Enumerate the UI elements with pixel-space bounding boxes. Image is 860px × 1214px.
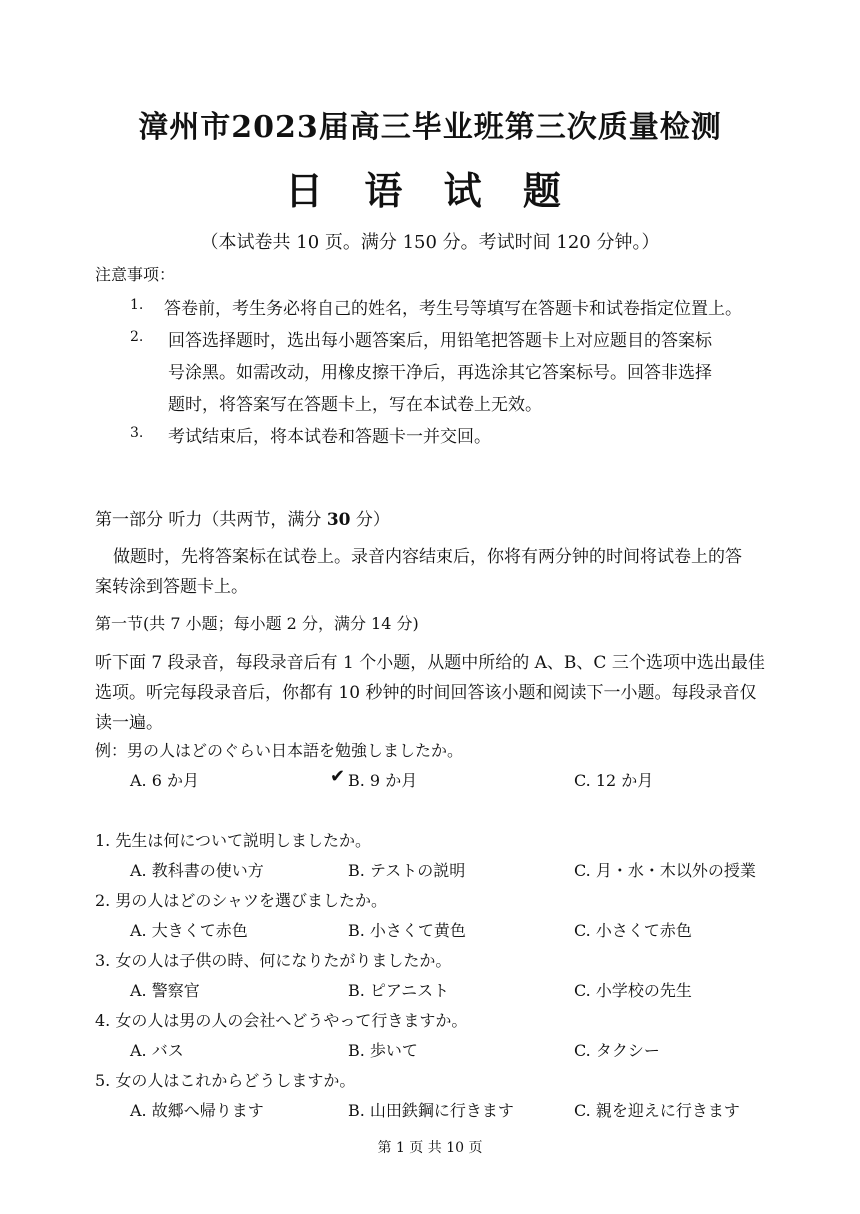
instruction-number: 2. xyxy=(130,329,144,345)
example-option-b: B. 9 か月 xyxy=(348,771,418,790)
check-mark-icon: ✔ xyxy=(330,766,346,787)
question-text: 2. 男の人はどのシャツを選びましたか。 xyxy=(95,891,388,910)
question-text: 3. 女の人は子供の時、何になりたがりましたか。 xyxy=(95,951,452,970)
exam-title: 漳州市2023届高三毕业班第三次质量检测 xyxy=(138,110,722,145)
part1-heading-score: 30 xyxy=(326,510,351,530)
exam-note: （本试卷共 10 页。满分 150 分。考试时间 120 分钟。） xyxy=(200,232,660,253)
example-option-a: A. 6 か月 xyxy=(130,771,199,790)
instructions-heading: 注意事项： xyxy=(95,265,176,284)
option-a: A. 大きくて赤色 xyxy=(130,921,248,940)
subject-title: 日 语 试 题 xyxy=(285,169,575,213)
option-a: A. バス xyxy=(130,1041,184,1060)
part1-heading-suffix: 分） xyxy=(350,510,390,530)
option-c: C. 小学校の先生 xyxy=(574,981,692,1000)
question-text: 1. 先生は何について説明しましたか。 xyxy=(95,831,372,850)
part1-intro: 案转涂到答题卡上。 xyxy=(95,577,248,597)
part1-intro: 做题时，先将答案标在试卷上。录音内容结束后，你将有两分钟的时间将试卷上的答 xyxy=(113,547,742,567)
option-b: B. テストの説明 xyxy=(348,861,466,880)
part1-heading-prefix: 第一部分 听力（共两节，满分 xyxy=(95,510,327,530)
option-b: B. 山田鉄鋼に行きます xyxy=(348,1101,514,1120)
instruction-number: 1. xyxy=(130,297,144,313)
section1-intro: 听下面 7 段录音，每段录音后有 1 个小题，从题中所给的 A、B、C 三个选项中选出最佳 xyxy=(95,653,765,673)
option-a: A. 故郷へ帰ります xyxy=(130,1101,264,1120)
section1-intro: 读一遍。 xyxy=(95,713,163,733)
instruction-text: 号涂黑。如需改动，用橡皮擦干净后，再选涂其它答案标号。回答非选择 xyxy=(168,363,712,383)
section1-intro: 选项。听完每段录音后，你都有 10 秒钟的时间回答该小题和阅读下一小题。每段录音仅 xyxy=(95,683,757,703)
example-question: 例：男の人はどのぐらい日本語を勉強しましたか。 xyxy=(95,741,464,760)
option-c: C. タクシー xyxy=(574,1041,660,1060)
example-option-c: C. 12 か月 xyxy=(574,771,654,790)
option-a: A. 警察官 xyxy=(130,981,200,1000)
part1-heading xyxy=(95,505,390,530)
section1-heading: 第一节(共 7 小题；每小题 2 分，满分 14 分) xyxy=(95,614,419,633)
instruction-text: 题时，将答案写在答题卡上，写在本试卷上无效。 xyxy=(168,395,542,415)
instruction-text: 考试结束后，将本试卷和答题卡一并交回。 xyxy=(168,427,491,447)
instruction-number: 3. xyxy=(130,425,144,441)
question-text: 5. 女の人はこれからどうしますか。 xyxy=(95,1071,356,1090)
option-b: B. 歩いて xyxy=(348,1041,418,1060)
page-footer: 第 1 页 共 10 页 xyxy=(377,1140,483,1156)
instruction-text: 回答选择题时，选出每小题答案后，用铅笔把答题卡上对应题目的答案标 xyxy=(168,331,712,351)
option-a: A. 教科書の使い方 xyxy=(130,861,264,880)
option-c: C. 親を迎えに行きます xyxy=(574,1101,740,1120)
option-b: B. ピアニスト xyxy=(348,981,450,1000)
option-c: C. 小さくて赤色 xyxy=(574,921,692,940)
question-text: 4. 女の人は男の人の会社へどうやって行きますか。 xyxy=(95,1011,468,1030)
instruction-text: 答卷前，考生务必将自己的姓名，考生号等填写在答题卡和试卷指定位置上。 xyxy=(164,299,742,319)
option-b: B. 小さくて黄色 xyxy=(348,921,466,940)
option-c: C. 月・水・木以外の授業 xyxy=(574,861,756,880)
